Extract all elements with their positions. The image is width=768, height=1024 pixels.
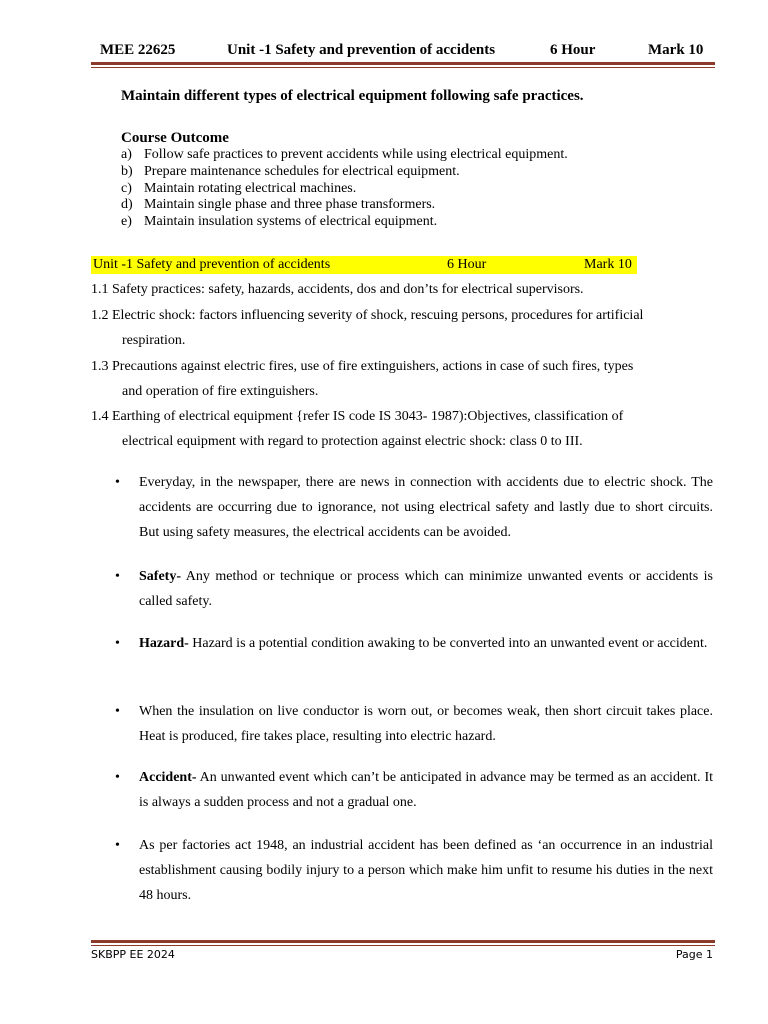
unit-hours: 6 Hour	[447, 257, 487, 272]
bullet-icon: •	[115, 636, 120, 651]
list-item: e) Maintain insulation systems of electrical equipment.	[121, 214, 438, 230]
bullet-icon: •	[115, 569, 120, 584]
bullet-icon: •	[115, 475, 120, 490]
unit-title: Unit -1 Safety and prevention of accidents	[93, 257, 331, 272]
bullet-icon: •	[115, 838, 120, 853]
unit-highlight-bar	[91, 256, 637, 274]
bullet-icon: •	[115, 704, 120, 719]
bullet-item-safety: • Safety- Any method or technique or process which can minimize unwanted events or accidents is called safety.	[115, 564, 713, 614]
course-code: MEE 22625	[100, 42, 176, 58]
syllabus-item-1-1: 1.1 Safety practices: safety, hazards, accidents, dos and don’ts for electrical supervisors.	[91, 282, 584, 297]
page-number: Page 1	[675, 948, 713, 961]
course-outcome-title: Course Outcome	[121, 130, 229, 146]
footer-divider	[91, 940, 715, 946]
header-hours: 6 Hour	[550, 42, 596, 58]
objective-heading: Maintain different types of electrical equipment following safe practices.	[121, 88, 584, 104]
header-divider	[91, 62, 715, 68]
bullet-item: • Everyday, in the newspaper, there are news in connection with accidents due to electric shock. The accidents are occurring due to ignorance, not using electrical safety and lastly due to short circuits. But using safety measures, the electrical accidents can be avoided.	[115, 470, 713, 545]
syllabus-item-1-2: 1.2 Electric shock: factors influencing severity of shock, rescuing persons, procedures for artificial respiration.	[91, 308, 644, 348]
bullet-item-accident: • Accident- An unwanted event which can’t be anticipated in advance may be termed as an accident. It is always a sudden process and not a gradual one.	[115, 765, 713, 815]
bullet-item: • As per factories act 1948, an industrial accident has been defined as ‘an occurrence in an industrial establishment causing bodily injury to a person which make him unfit to resume his duties in the next 48 hours.	[115, 833, 713, 908]
page-header	[100, 42, 710, 62]
list-item: d) Maintain single phase and three phase transformers.	[121, 197, 436, 213]
header-marks: Mark 10	[648, 42, 704, 58]
term-safety: Safety-	[139, 569, 181, 584]
list-item: b) Prepare maintenance schedules for electrical equipment.	[121, 163, 460, 179]
bullet-icon: •	[115, 770, 120, 785]
course-outcome-list	[121, 147, 568, 231]
bullet-item: • When the insulation on live conductor is worn out, or becomes weak, then short circuit takes place. Heat is produced, fire takes place, resulting into electric hazard.	[115, 699, 713, 749]
syllabus-item-1-4: 1.4 Earthing of electrical equipment {refer IS code IS 3043- 1987):Objectives, classification of electrical equipment with regard to protection against electric shock: class 0 to III.	[91, 409, 624, 449]
syllabus-item-1-3: 1.3 Precautions against electric fires, use of fire extinguishers, actions in case of such fires, types and operation of fire extinguishers.	[91, 359, 634, 399]
term-accident: Accident-	[139, 770, 197, 785]
unit-marks: Mark 10	[584, 257, 632, 272]
header-unit-title: Unit -1 Safety and prevention of accidents	[227, 42, 496, 58]
term-hazard: Hazard-	[139, 636, 189, 651]
list-item: c) Maintain rotating electrical machines.	[121, 180, 357, 196]
list-item: a) Follow safe practices to prevent accidents while using electrical equipment.	[121, 147, 568, 162]
footer-institute: SKBPP EE 2024	[91, 948, 175, 961]
bullet-item-hazard: • Hazard- Hazard is a potential condition awaking to be converted into an unwanted event or accident.	[115, 631, 713, 656]
